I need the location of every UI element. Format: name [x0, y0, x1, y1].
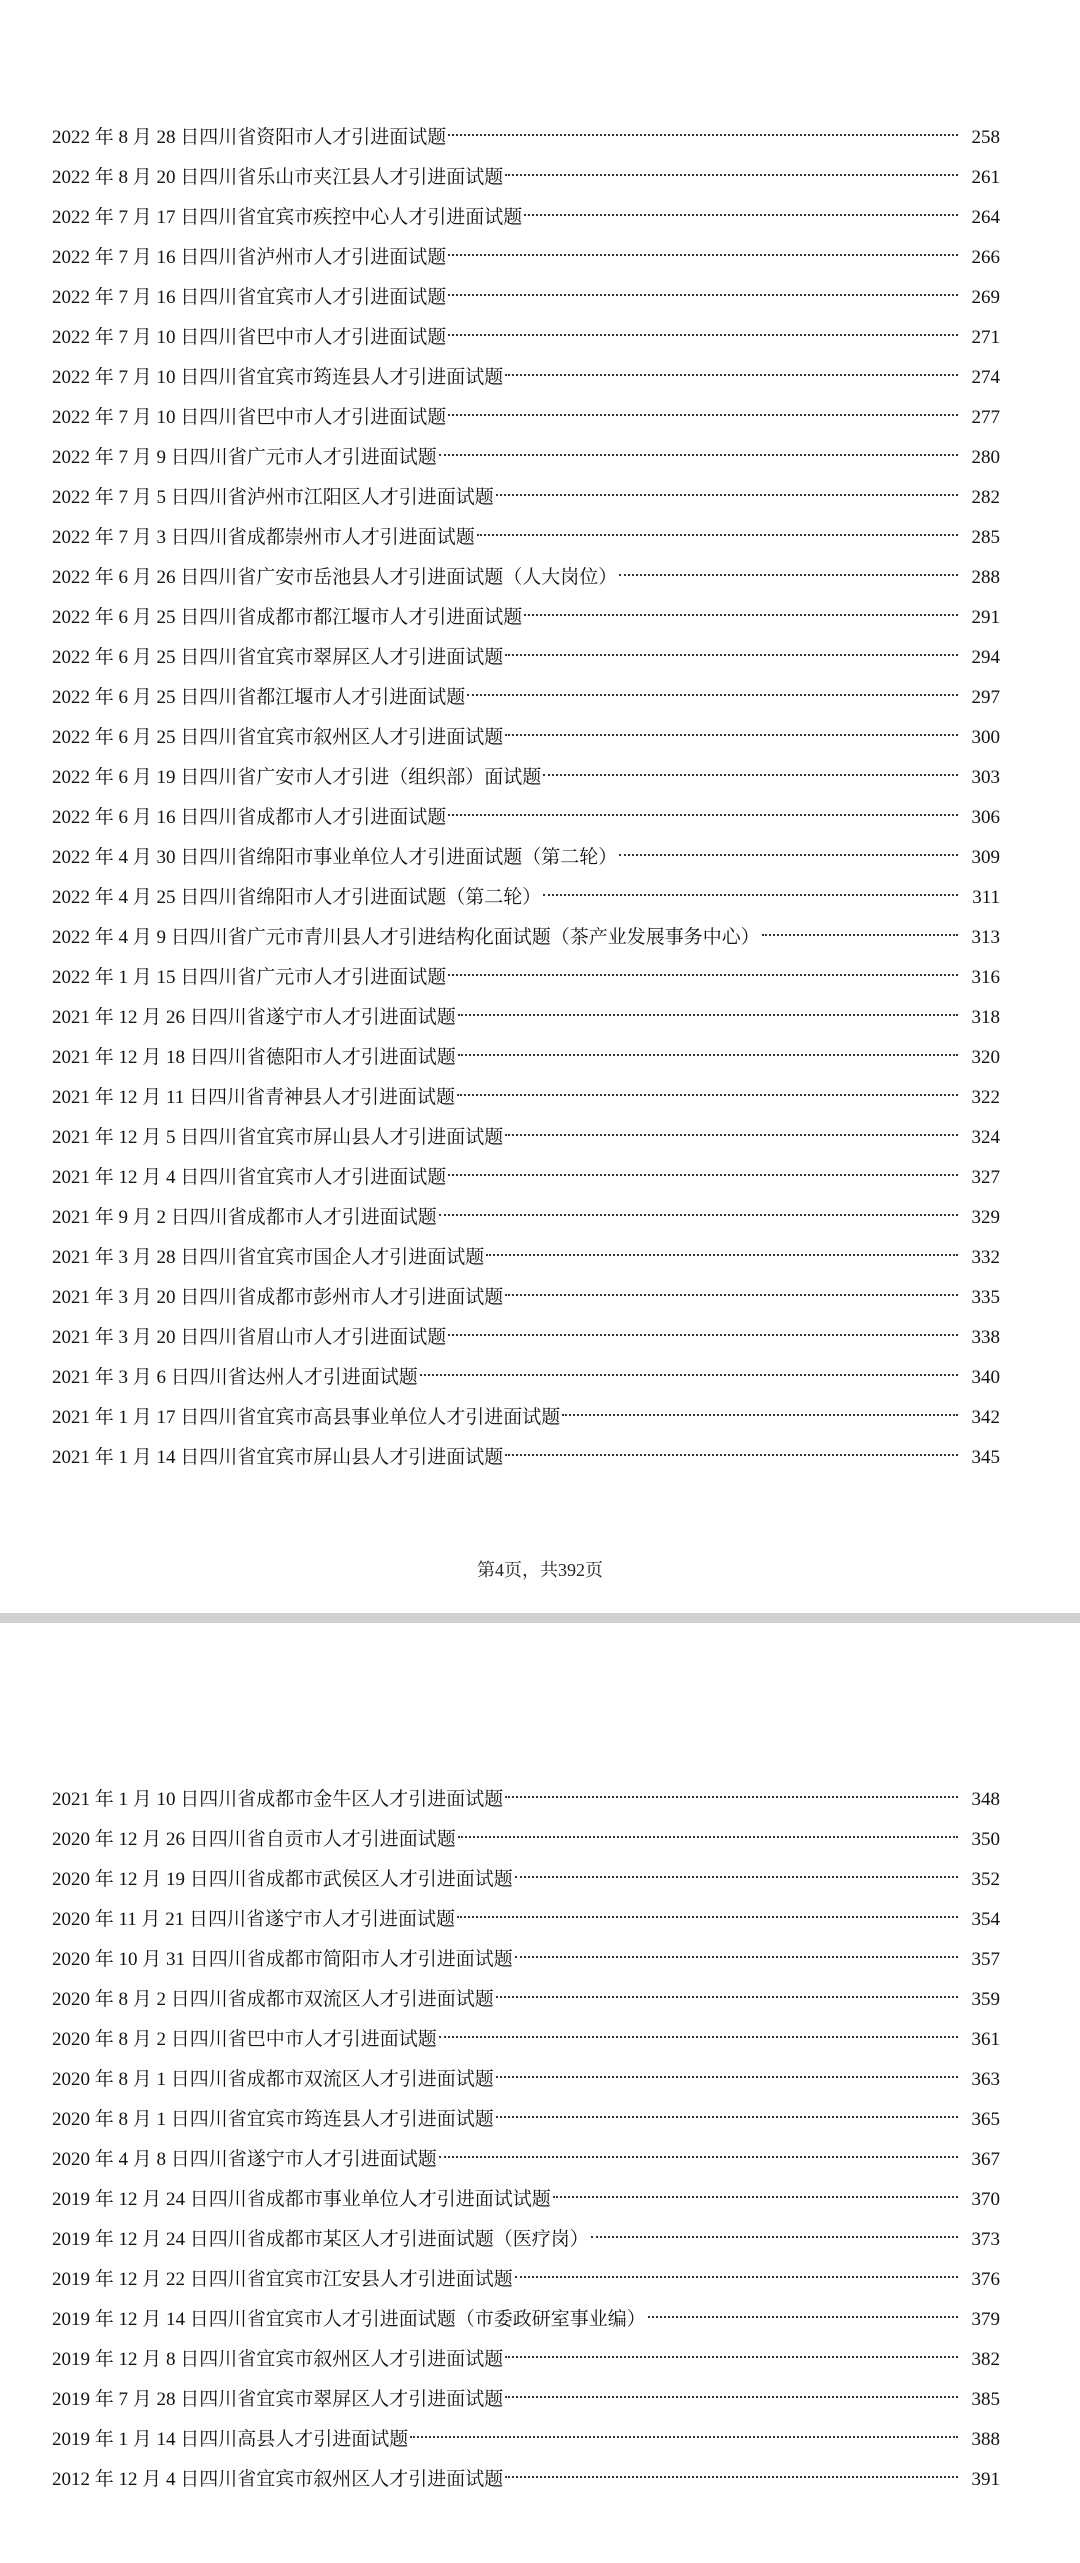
toc-dot-leader [648, 2316, 958, 2318]
toc-entry-title: 2022 年 7 月 10 日四川省宜宾市筠连县人才引进面试题 [52, 367, 504, 388]
toc-entry[interactable] [52, 1038, 1000, 1078]
toc-entry[interactable] [52, 438, 1000, 478]
toc-entry[interactable] [52, 1940, 1000, 1980]
toc-entry[interactable] [52, 2180, 1000, 2220]
toc-entry-page-number: 379 [971, 2309, 1000, 2330]
toc-entry-title: 2020 年 8 月 1 日四川省成都市双流区人才引进面试题 [52, 2069, 494, 2090]
toc-entry-page-number: 316 [971, 967, 1000, 988]
toc-dot-leader [458, 1836, 958, 1838]
toc-entry[interactable] [52, 2340, 1000, 2380]
toc-dot-leader [524, 614, 958, 616]
toc-entry[interactable] [52, 198, 1000, 238]
toc-dot-leader [553, 2196, 958, 2198]
toc-dot-leader [496, 494, 958, 496]
toc-entry-page-number: 327 [971, 1167, 1000, 1188]
toc-entry-page-number: 303 [971, 767, 1000, 788]
toc-entry-title: 2021 年 12 月 4 日四川省宜宾市人才引进面试题 [52, 1167, 447, 1188]
toc-entry[interactable] [52, 838, 1000, 878]
toc-entry-title: 2022 年 4 月 30 日四川省绵阳市事业单位人才引进面试题（第二轮） [52, 847, 618, 868]
toc-entry[interactable] [52, 158, 1000, 198]
toc-entry-title: 2022 年 7 月 9 日四川省广元市人才引进面试题 [52, 447, 437, 468]
toc-entry[interactable] [52, 718, 1000, 758]
toc-dot-leader [457, 1916, 958, 1918]
toc-entry-title: 2022 年 6 月 25 日四川省成都市都江堰市人才引进面试题 [52, 607, 523, 628]
toc-list [52, 1780, 1000, 2500]
toc-dot-leader [448, 414, 958, 416]
toc-entry-page-number: 388 [971, 2429, 1000, 2450]
toc-entry-page-number: 271 [971, 327, 1000, 348]
toc-entry-page-number: 357 [971, 1949, 1000, 1970]
toc-dot-leader [439, 2036, 958, 2038]
toc-entry-title: 2019 年 12 月 24 日四川省成都市事业单位人才引进面试试题 [52, 2189, 551, 2210]
toc-dot-leader [505, 654, 958, 656]
toc-dot-leader [448, 974, 958, 976]
toc-entry-title: 2022 年 6 月 25 日四川省宜宾市叙州区人才引进面试题 [52, 727, 504, 748]
toc-entry-title: 2020 年 10 月 31 日四川省成都市简阳市人才引进面试题 [52, 1949, 513, 1970]
toc-dot-leader [458, 1054, 958, 1056]
toc-entry[interactable] [52, 638, 1000, 678]
toc-entry-title: 2020 年 8 月 2 日四川省巴中市人才引进面试题 [52, 2029, 437, 2050]
toc-entry[interactable] [52, 1238, 1000, 1278]
toc-entry[interactable] [52, 318, 1000, 358]
toc-entry-title: 2022 年 7 月 5 日四川省泸州市江阳区人才引进面试题 [52, 487, 494, 508]
toc-entry-page-number: 318 [971, 1007, 1000, 1028]
toc-entry-page-number: 348 [971, 1789, 1000, 1810]
toc-entry-page-number: 335 [971, 1287, 1000, 1308]
toc-entry[interactable] [52, 918, 1000, 958]
toc-dot-leader [515, 1876, 958, 1878]
toc-dot-leader [505, 374, 958, 376]
toc-entry-title: 2022 年 6 月 16 日四川省成都市人才引进面试题 [52, 807, 447, 828]
toc-entry-title: 2020 年 8 月 1 日四川省宜宾市筠连县人才引进面试题 [52, 2109, 494, 2130]
toc-dot-leader [496, 2076, 958, 2078]
toc-entry-page-number: 282 [971, 487, 1000, 508]
toc-entry-title: 2019 年 7 月 28 日四川省宜宾市翠屏区人才引进面试题 [52, 2389, 504, 2410]
toc-entry-title: 2022 年 4 月 9 日四川省广元市青川县人才引进结构化面试题（茶产业发展事务中心） [52, 927, 760, 948]
toc-dot-leader [619, 574, 958, 576]
toc-entry-title: 2022 年 4 月 25 日四川省绵阳市人才引进面试题（第二轮） [52, 887, 542, 908]
toc-entry-page-number: 288 [971, 567, 1000, 588]
toc-entry-page-number: 361 [971, 2029, 1000, 2050]
toc-entry[interactable] [52, 2380, 1000, 2420]
toc-entry-page-number: 280 [971, 447, 1000, 468]
toc-dot-leader [477, 534, 958, 536]
toc-entry-page-number: 313 [971, 927, 1000, 948]
toc-entry-page-number: 311 [972, 887, 1000, 908]
toc-dot-leader [439, 1214, 958, 1216]
toc-entry[interactable] [52, 598, 1000, 638]
toc-entry-page-number: 365 [971, 2109, 1000, 2130]
toc-dot-leader [543, 894, 958, 896]
toc-entry[interactable] [52, 2140, 1000, 2180]
toc-dot-leader [505, 1454, 958, 1456]
toc-entry[interactable] [52, 278, 1000, 318]
toc-entry-title: 2021 年 9 月 2 日四川省成都市人才引进面试题 [52, 1207, 437, 1228]
toc-entry[interactable] [52, 678, 1000, 718]
toc-entry-title: 2021 年 12 月 5 日四川省宜宾市屏山县人才引进面试题 [52, 1127, 504, 1148]
toc-dot-leader [496, 1996, 958, 1998]
toc-entry-title: 2020 年 4 月 8 日四川省遂宁市人才引进面试题 [52, 2149, 437, 2170]
toc-entry-page-number: 274 [971, 367, 1000, 388]
toc-dot-leader [448, 814, 958, 816]
toc-entry[interactable] [52, 558, 1000, 598]
toc-entry[interactable] [52, 1780, 1000, 1820]
toc-entry-page-number: 320 [971, 1047, 1000, 1068]
toc-entry-title: 2022 年 7 月 16 日四川省宜宾市人才引进面试题 [52, 287, 447, 308]
toc-dot-leader [448, 334, 958, 336]
toc-entry-page-number: 291 [971, 607, 1000, 628]
toc-entry-title: 2022 年 7 月 10 日四川省巴中市人才引进面试题 [52, 407, 447, 428]
toc-entry[interactable] [52, 758, 1000, 798]
toc-dot-leader [458, 1014, 958, 1016]
toc-dot-leader [619, 854, 958, 856]
toc-entry-title: 2021 年 1 月 14 日四川省宜宾市屏山县人才引进面试题 [52, 1447, 504, 1468]
toc-dot-leader [467, 694, 958, 696]
toc-entry-page-number: 385 [971, 2389, 1000, 2410]
toc-entry-page-number: 309 [971, 847, 1000, 868]
toc-dot-leader [515, 2276, 958, 2278]
toc-entry-page-number: 266 [971, 247, 1000, 268]
toc-list [52, 118, 1000, 1478]
toc-dot-leader [420, 1374, 958, 1376]
toc-entry-page-number: 345 [971, 1447, 1000, 1468]
toc-dot-leader [505, 1134, 958, 1136]
toc-entry[interactable] [52, 1158, 1000, 1198]
toc-entry[interactable] [52, 1900, 1000, 1940]
toc-entry[interactable] [52, 2420, 1000, 2460]
toc-entry-title: 2022 年 6 月 25 日四川省宜宾市翠屏区人才引进面试题 [52, 647, 504, 668]
toc-entry-title: 2022 年 7 月 3 日四川省成都崇州市人才引进面试题 [52, 527, 475, 548]
toc-dot-leader [505, 734, 958, 736]
toc-entry-title: 2012 年 12 月 4 日四川省宜宾市叙州区人才引进面试题 [52, 2469, 504, 2490]
toc-dot-leader [505, 1294, 958, 1296]
toc-entry-title: 2022 年 6 月 19 日四川省广安市人才引进（组织部）面试题 [52, 767, 542, 788]
toc-entry-page-number: 285 [971, 527, 1000, 548]
toc-entry-page-number: 367 [971, 2149, 1000, 2170]
toc-entry-title: 2021 年 1 月 10 日四川省成都市金牛区人才引进面试题 [52, 1789, 504, 1810]
toc-dot-leader [496, 2116, 958, 2118]
toc-entry-page-number: 258 [971, 127, 1000, 148]
toc-entry-page-number: 338 [971, 1327, 1000, 1348]
toc-dot-leader [457, 1094, 958, 1096]
toc-dot-leader [448, 294, 958, 296]
toc-entry[interactable] [52, 1438, 1000, 1478]
toc-entry-page-number: 329 [971, 1207, 1000, 1228]
toc-dot-leader [410, 2436, 958, 2438]
toc-dot-leader [562, 1414, 958, 1416]
toc-entry-page-number: 322 [971, 1087, 1000, 1108]
toc-entry[interactable] [52, 1980, 1000, 2020]
toc-entry-page-number: 300 [971, 727, 1000, 748]
toc-entry[interactable] [52, 2300, 1000, 2340]
toc-entry-page-number: 297 [971, 687, 1000, 708]
toc-entry-page-number: 350 [971, 1829, 1000, 1850]
toc-dot-leader [505, 174, 958, 176]
toc-entry-title: 2019 年 1 月 14 日四川高县人才引进面试题 [52, 2429, 409, 2450]
toc-entry-title: 2022 年 1 月 15 日四川省广元市人才引进面试题 [52, 967, 447, 988]
toc-dot-leader [486, 1254, 958, 1256]
toc-entry[interactable] [52, 1278, 1000, 1318]
toc-entry[interactable] [52, 878, 1000, 918]
toc-entry-page-number: 359 [971, 1989, 1000, 2010]
toc-entry-title: 2021 年 12 月 11 日四川省青神县人才引进面试题 [52, 1087, 456, 1108]
toc-entry-title: 2022 年 8 月 20 日四川省乐山市夹江县人才引进面试题 [52, 167, 504, 188]
toc-entry-page-number: 382 [971, 2349, 1000, 2370]
toc-entry-page-number: 264 [971, 207, 1000, 228]
toc-entry[interactable] [52, 118, 1000, 158]
page-footer: 第4页，共392页 [477, 1560, 603, 1580]
toc-entry-page-number: 332 [971, 1247, 1000, 1268]
toc-entry[interactable] [52, 1118, 1000, 1158]
toc-entry[interactable] [52, 398, 1000, 438]
toc-entry-title: 2021 年 12 月 26 日四川省遂宁市人才引进面试题 [52, 1007, 456, 1028]
toc-entry[interactable] [52, 238, 1000, 278]
toc-entry-title: 2022 年 7 月 10 日四川省巴中市人才引进面试题 [52, 327, 447, 348]
toc-entry[interactable] [52, 1318, 1000, 1358]
toc-entry-title: 2021 年 3 月 20 日四川省眉山市人才引进面试题 [52, 1327, 447, 1348]
toc-entry-title: 2022 年 7 月 17 日四川省宜宾市疾控中心人才引进面试题 [52, 207, 523, 228]
toc-entry-page-number: 354 [971, 1909, 1000, 1930]
toc-entry-page-number: 342 [971, 1407, 1000, 1428]
toc-entry-title: 2022 年 7 月 16 日四川省泸州市人才引进面试题 [52, 247, 447, 268]
toc-entry-page-number: 391 [971, 2469, 1000, 2490]
toc-entry-title: 2020 年 11 月 21 日四川省遂宁市人才引进面试题 [52, 1909, 456, 1930]
toc-entry-page-number: 363 [971, 2069, 1000, 2090]
toc-entry-title: 2020 年 12 月 19 日四川省成都市武侯区人才引进面试题 [52, 1869, 513, 1890]
toc-entry[interactable] [52, 958, 1000, 998]
toc-entry[interactable] [52, 478, 1000, 518]
toc-entry-page-number: 352 [971, 1869, 1000, 1890]
toc-entry[interactable] [52, 1820, 1000, 1860]
toc-dot-leader [762, 934, 958, 936]
toc-dot-leader [543, 774, 958, 776]
toc-entry[interactable] [52, 1358, 1000, 1398]
toc-dot-leader [515, 1956, 958, 1958]
toc-entry-title: 2021 年 3 月 6 日四川省达州人才引进面试题 [52, 1367, 418, 1388]
toc-entry-page-number: 269 [971, 287, 1000, 308]
toc-entry-title: 2019 年 12 月 24 日四川省成都市某区人才引进面试题（医疗岗） [52, 2229, 589, 2250]
toc-entry-title: 2019 年 12 月 8 日四川省宜宾市叙州区人才引进面试题 [52, 2349, 504, 2370]
toc-entry[interactable] [52, 2220, 1000, 2260]
toc-entry[interactable] [52, 798, 1000, 838]
toc-entry[interactable] [52, 518, 1000, 558]
toc-entry[interactable] [52, 1398, 1000, 1438]
toc-dot-leader [448, 254, 958, 256]
document-page-2 [0, 1623, 1080, 2563]
toc-entry-title: 2021 年 1 月 17 日四川省宜宾市高县事业单位人才引进面试题 [52, 1407, 561, 1428]
toc-entry[interactable] [52, 2460, 1000, 2500]
toc-entry-title: 2021 年 3 月 28 日四川省宜宾市国企人才引进面试题 [52, 1247, 485, 1268]
toc-dot-leader [505, 1796, 958, 1798]
page-separator [0, 1613, 1080, 1623]
toc-dot-leader [505, 2356, 958, 2358]
toc-entry-title: 2020 年 8 月 2 日四川省成都市双流区人才引进面试题 [52, 1989, 494, 2010]
toc-entry-title: 2022 年 6 月 25 日四川省都江堰市人才引进面试题 [52, 687, 466, 708]
toc-entry[interactable] [52, 2060, 1000, 2100]
toc-dot-leader [448, 1334, 958, 1336]
toc-entry[interactable] [52, 358, 1000, 398]
toc-entry[interactable] [52, 1198, 1000, 1238]
toc-entry-page-number: 306 [971, 807, 1000, 828]
toc-entry-page-number: 324 [971, 1127, 1000, 1148]
toc-entry[interactable] [52, 1860, 1000, 1900]
toc-entry[interactable] [52, 998, 1000, 1038]
toc-dot-leader [524, 214, 958, 216]
toc-dot-leader [505, 2396, 958, 2398]
toc-dot-leader [439, 454, 958, 456]
toc-dot-leader [591, 2236, 958, 2238]
toc-entry-title: 2020 年 12 月 26 日四川省自贡市人才引进面试题 [52, 1829, 456, 1850]
toc-entry-title: 2021 年 3 月 20 日四川省成都市彭州市人才引进面试题 [52, 1287, 504, 1308]
toc-dot-leader [439, 2156, 958, 2158]
toc-entry-title: 2019 年 12 月 14 日四川省宜宾市人才引进面试题（市委政研室事业编） [52, 2309, 646, 2330]
toc-entry-page-number: 373 [971, 2229, 1000, 2250]
toc-entry-title: 2019 年 12 月 22 日四川省宜宾市江安县人才引进面试题 [52, 2269, 513, 2290]
toc-dot-leader [448, 1174, 958, 1176]
toc-dot-leader [505, 2476, 958, 2478]
toc-entry-page-number: 294 [971, 647, 1000, 668]
toc-entry-page-number: 340 [971, 1367, 1000, 1388]
toc-entry-page-number: 376 [971, 2269, 1000, 2290]
toc-entry[interactable] [52, 1078, 1000, 1118]
toc-dot-leader [448, 134, 958, 136]
toc-entry[interactable] [52, 2020, 1000, 2060]
toc-entry-page-number: 261 [971, 167, 1000, 188]
toc-entry-title: 2021 年 12 月 18 日四川省德阳市人才引进面试题 [52, 1047, 456, 1068]
toc-entry-page-number: 370 [971, 2189, 1000, 2210]
toc-entry-page-number: 277 [971, 407, 1000, 428]
toc-entry-title: 2022 年 8 月 28 日四川省资阳市人才引进面试题 [52, 127, 447, 148]
toc-entry-title: 2022 年 6 月 26 日四川省广安市岳池县人才引进面试题（人大岗位） [52, 567, 618, 588]
toc-entry[interactable] [52, 2260, 1000, 2300]
toc-entry[interactable] [52, 2100, 1000, 2140]
